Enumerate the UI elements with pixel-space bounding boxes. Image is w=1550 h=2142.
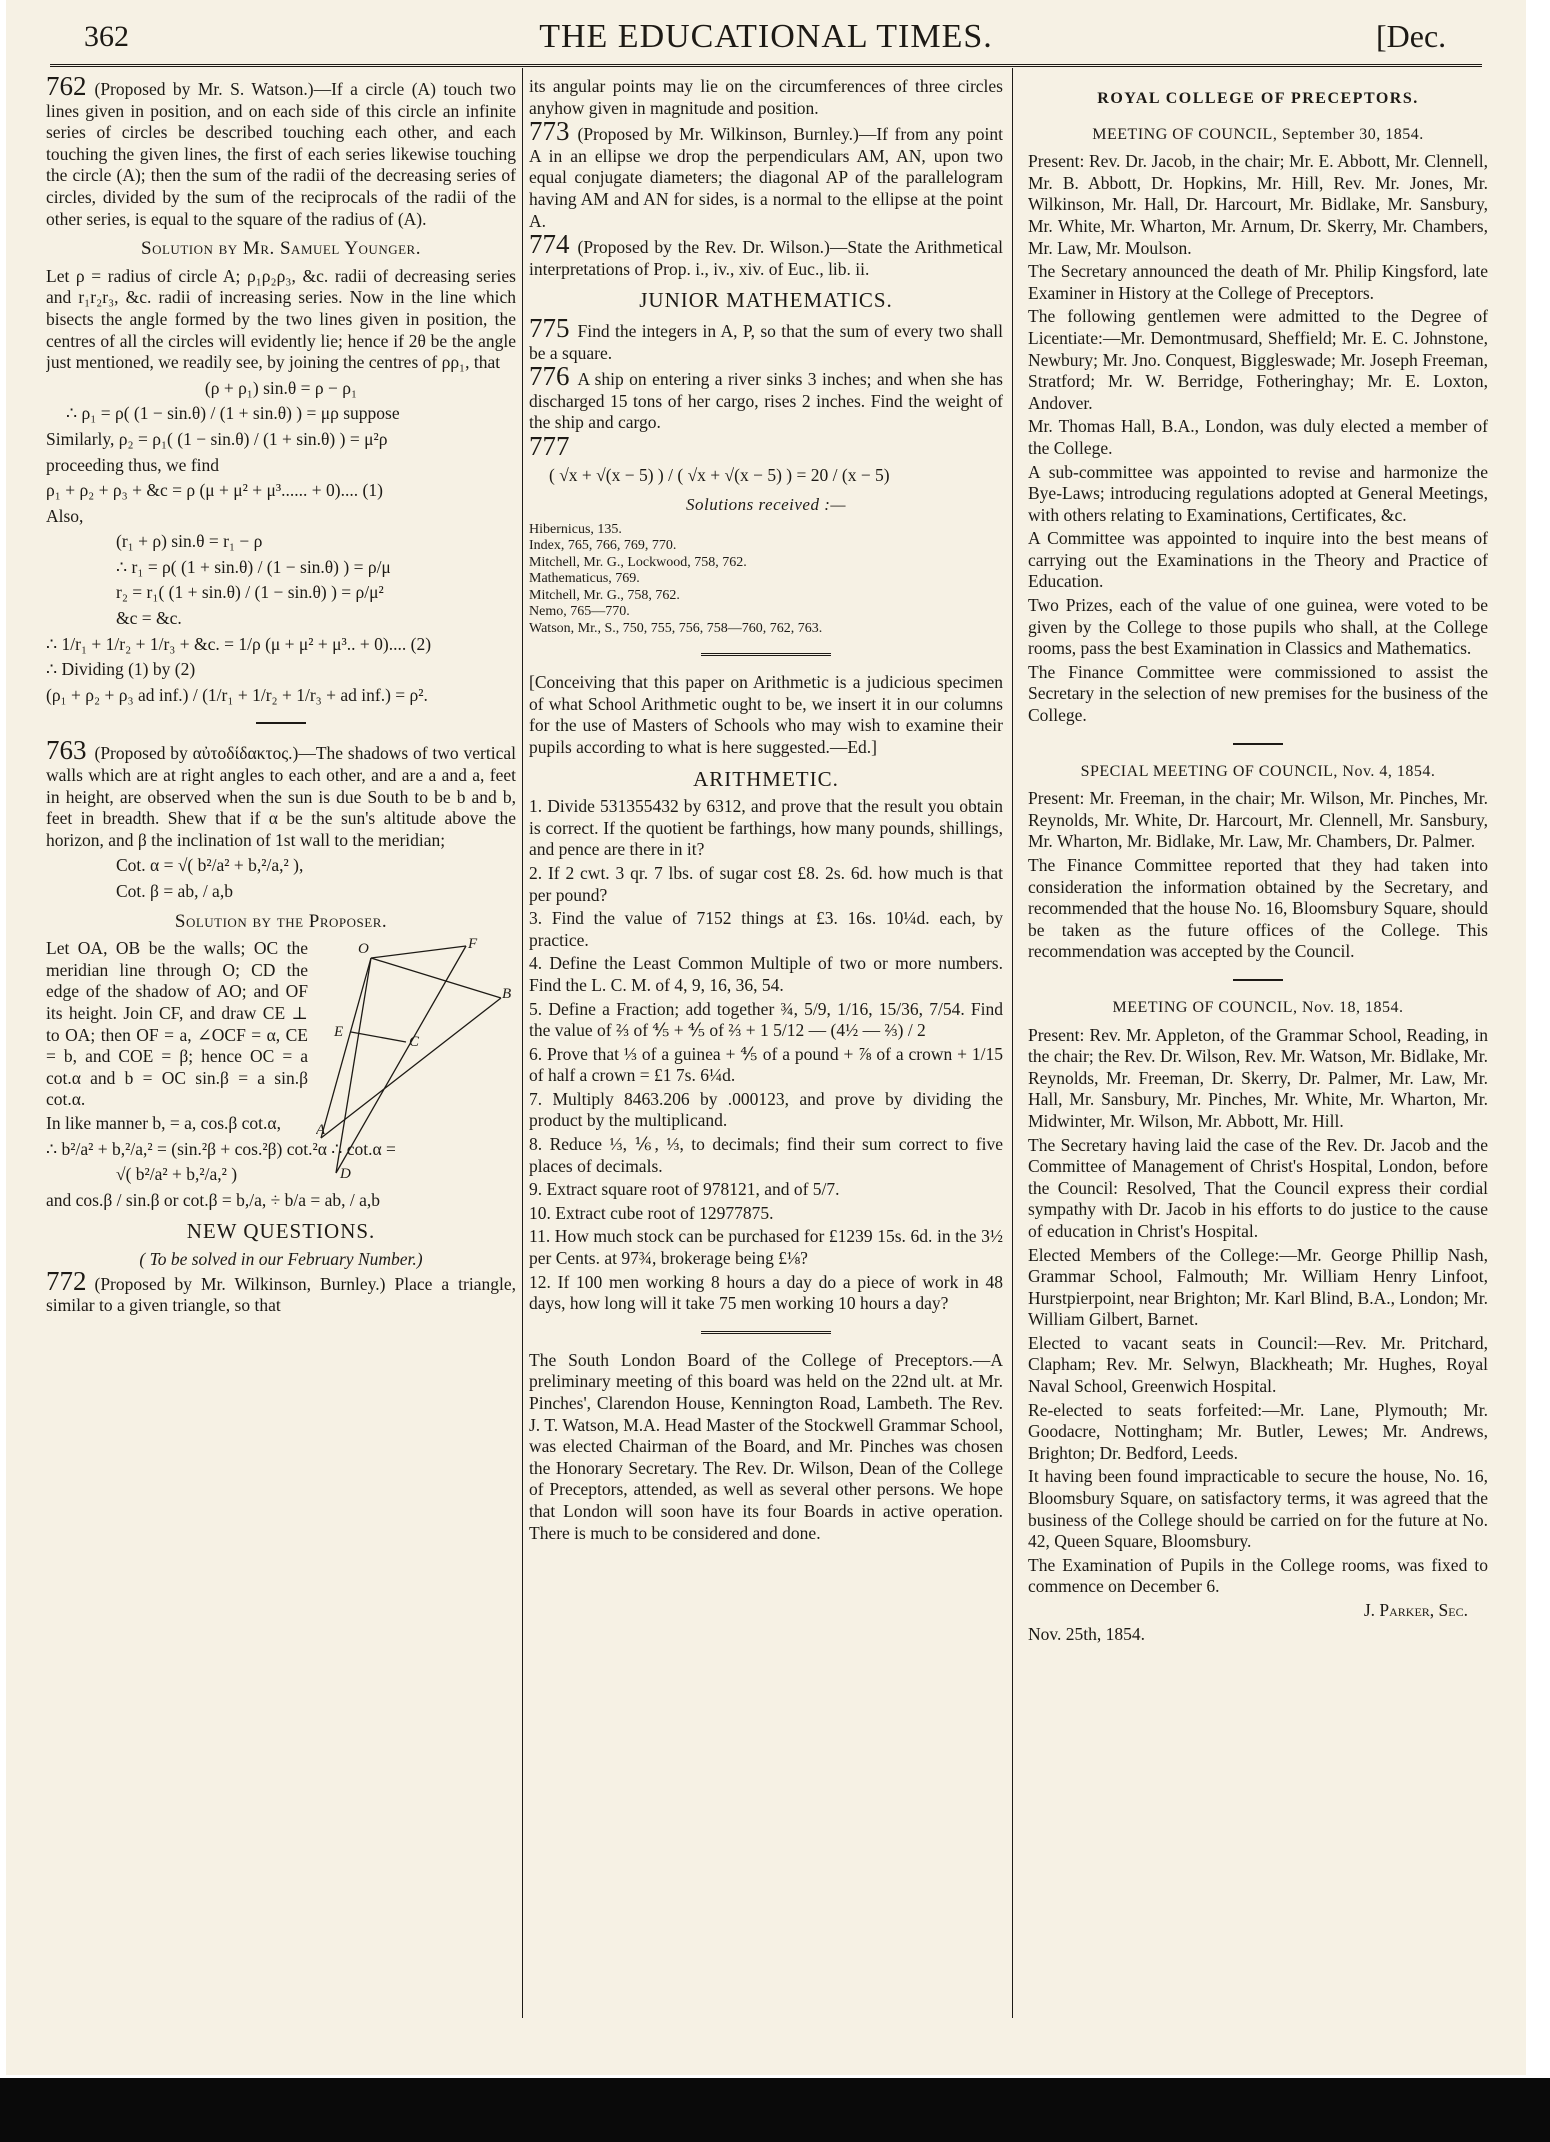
fig-label: O: [358, 941, 369, 958]
meeting-paragraph: Present: Rev. Dr. Jacob, in the chair; Mr. E. Abbott, Mr. Clennell, Mr. B. Abbott, Dr. Hopkins, Mr. Hill, Rev. Mr. Jones, Mr. Wilkinson, Mr. Hall, Dr. Harcourt, Mr. Bidlake, Mr. Sansbury, Mr. White, Mr. Wharton, Mr. Arnum, Dr. Skerry, Mr. Chambers, Mr. Law, Mr. Moulson.: [1028, 151, 1488, 258]
fig-label: B: [502, 986, 512, 1003]
section-separator: [701, 653, 831, 656]
arithmetic-question: 8. Reduce ⅓, ⅙, ⅓, to decimals; find their sum correct to five places of decimals.: [529, 1134, 1003, 1176]
arithmetic-question: 6. Prove that ⅓ of a guinea + ⅘ of a pound + ⅞ of a crown + 1/15 of half a crown = £1 7s. 6¼d.: [529, 1043, 1003, 1086]
arithmetic-question: 1. Divide 531355432 by 6312, and prove that the result you obtain is correct. If the quotient be farthings, how many pounds, shillings, and pence are there in it?: [529, 796, 1003, 860]
column-2: [529, 76, 1003, 2066]
question-774: 774 (Proposed by the Rev. Dr. Wilson.)—State the Arithmetical interpretations of Prop. i., iv., xiv. of Euc., lib. ii.: [529, 229, 1003, 279]
meeting-paragraph: Present: Mr. Freeman, in the chair; Mr. Wilson, Mr. Pinches, Mr. Reynolds, Mr. White, Dr. Harcourt, Mr. Clennell, Mr. Sansbury, Mr. Wharton, Mr. Bidlake, Mr. Law, Mr. Chambers, Dr. Palmer.: [1028, 788, 1488, 852]
signature: J. Parker, Sec.: [1363, 1600, 1468, 1620]
equation: (ρ₁ + ρ₂ + ρ₃ ad inf.) / (1/r₁ + 1/r₂ + 1/r₃ + ad inf.) = ρ².: [46, 684, 428, 705]
page-header: [6, 0, 1526, 70]
text-line: Also,: [46, 505, 84, 526]
equation: (ρ + ρ₁) sin.θ = ρ − ρ₁: [204, 377, 358, 398]
fig-label: F: [468, 938, 478, 953]
meeting-paragraph: A sub-committee was appointed to revise and harmonize the Bye-Laws; introducing regulations adopted at General Meetings, with others relating to Examinations, Certificates, &c.: [1028, 461, 1488, 525]
column-3: [1028, 76, 1488, 2066]
meeting-paragraph: A Committee was appointed to inquire into the best means of carrying out the Examinations in the Theory and Practice of Education.: [1028, 528, 1488, 592]
south-london-board-note: The South London Board of the College of Preceptors.—A preliminary meeting of this board was held on the 22nd ult. at Mr. Pinches', Clarendon House, Kennington Road, Lambeth. The Rev. J. T. Watson, M.A. Head Master of the Stockwell Grammar School, was elected Chairman of the Board, and Mr. Pinches was chosen the Honorary Secretary. The Rev. Dr. Wilson, Dean of the College of Preceptors, attended, as well as several other persons. We hope that London will soon have its four Boards in active operation. There is much to be considered and done.: [529, 1349, 1003, 1543]
solution-paragraph: Let OA, OB be the walls; OC the meridian line through O; CD the edge of the shadow of AO; and OF its height. Join CF, and draw CE ⊥ to OA; then OF = a, ∠OCF = α, CE = b, and COE = β; hence OC = a cot.α and b = OC sin.β = a sin.β cot.α.: [46, 938, 308, 1110]
solution-entry: Watson, Mr., S., 750, 755, 756, 758—760, 762, 763.: [529, 620, 823, 636]
solution-heading: Solution by Mr. Samuel Younger.: [141, 238, 421, 260]
meeting-paragraph: It having been found impracticable to secure the house, No. 16, Bloomsbury Square, on satisfactory terms, it was agreed that the business of the College should be carried on for the future at No. 42, Queen Square, Bloomsbury.: [1028, 1466, 1488, 1552]
equation: ρ₁ + ρ₂ + ρ₃ + &c = ρ (μ + μ² + μ³...... + 0).... (1): [46, 480, 383, 501]
dateline: Nov. 25th, 1854.: [1028, 1623, 1145, 1644]
solution-entry: Mathematicus, 769.: [529, 571, 640, 587]
equation: ∴ r₁ = ρ( (1 + sin.θ) / (1 − sin.θ) ) = ρ/μ: [116, 556, 391, 577]
arithmetic-question: 9. Extract square root of 978121, and of 5/7.: [529, 1179, 840, 1200]
section-heading: ROYAL COLLEGE OF PRECEPTORS.: [1097, 90, 1419, 107]
meeting-paragraph: The Secretary announced the death of Mr. Philip Kingsford, late Examiner in History at the College of Preceptors.: [1028, 261, 1488, 303]
solutions-list: [529, 522, 1003, 638]
fig-label: A: [316, 1122, 326, 1139]
solution-entry: Index, 765, 766, 769, 770.: [529, 538, 677, 554]
equation: (r₁ + ρ) sin.θ = r₁ − ρ: [116, 531, 263, 552]
arithmetic-question: 2. If 2 cwt. 3 qr. 7 lbs. of sugar cost £8. 2s. 6d. how much is that per pound?: [529, 862, 1003, 905]
newspaper-page: [6, 0, 1526, 2075]
meeting-paragraph: Elected to vacant seats in Council:—Rev. Mr. Pritchard, Clapham; Rev. Mr. Selwyn, Blackheath; Mr. Hughes, Royal Naval School, Greenwich Hospital.: [1028, 1332, 1488, 1397]
meeting-heading: MEETING OF COUNCIL, September 30, 1854.: [1092, 125, 1424, 143]
solution-paragraph: In like manner b, = a, cos.β cot.α,: [46, 1112, 281, 1133]
arithmetic-question: 11. How much stock can be purchased for £1239 15s. 6d. in the 3½ per Cents. at 97¾, brokerage being £⅛?: [529, 1226, 1003, 1269]
arithmetic-question: 3. Find the value of 7152 things at £3. 16s. 10¼d. each, by practice.: [529, 908, 1003, 950]
meeting-paragraph: The Finance Committee reported that they had taken into consideration the information obtained by the Secretary, and recommended that the house No. 16, Bloomsbury Square, should be taken as the future offices of the College. This recommendation was accepted by the Council.: [1028, 855, 1488, 962]
meeting-paragraph: The Examination of Pupils in the College rooms, was fixed to commence on December 6.: [1028, 1554, 1488, 1597]
page-number: 362: [84, 20, 129, 53]
solution-entry: Mitchell, Mr. G., 758, 762.: [529, 587, 680, 603]
section-separator: [701, 1331, 831, 1334]
question-762: 762 (Proposed by Mr. S. Watson.)—If a circle (A) touch two lines given in position, and on each side of this circle an infinite series of circles be described touching each other, and each touching the given lines, the first of each series likewise touching the circle (A); then the sum of the radii of the decreasing series of circles, divided by the sum of the reciprocals of the radii of the other series, is equal to the square of the radius of (A).: [46, 76, 516, 229]
meeting-paragraph: Mr. Thomas Hall, B.A., London, was duly elected a member of the College.: [1028, 416, 1488, 458]
solution-paragraph: Let ρ = radius of circle A; ρ₁ρ₂ρ₃, &c. radii of decreasing series and r₁r₂r₃, &c. radii of increasing series. Now in the line which bisects the angle formed by the two lines given in position, the centres of all the circles will evidently lie; hence if 2θ be the angle just mentioned, we readily see, by joining the centres of ρρ₁, that: [46, 265, 516, 373]
question-777: 777: [529, 430, 570, 461]
scan-border: [0, 2078, 1550, 2142]
solution-entry: Mitchell, Mr. G., Lockwood, 758, 762.: [529, 554, 747, 570]
arithmetic-question: 7. Multiply 8463.206 by .000123, and prove by dividing the product by the multiplicand.: [529, 1088, 1003, 1131]
equation: ( √x + √(x − 5) ) / ( √x + √(x − 5) ) = 20 / (x − 5): [549, 464, 890, 485]
meeting-paragraph: Elected Members of the College:—Mr. George Phillip Nash, Grammar School, Falmouth; Mr. William Henry Linfoot, Hurstpierpoint, near Brighton; Mr. Karl Blind, B.A., London; Mr. William Gilbert, Barnet.: [1028, 1244, 1488, 1330]
text-line: proceeding thus, we find: [46, 454, 220, 475]
meeting-paragraph: Present: Rev. Mr. Appleton, of the Grammar School, Reading, in the chair; the Rev. Dr. Wilson, Rev. Mr. Watson, Mr. Bidlake, Mr. Reynolds, Mr. Freeman, Dr. Skerry, Dr. Palmer, Mr. Law, Mr. Hall, Mr. Sansbury, Mr. Pinches, Mr. White, Mr. Wharton, Mr. Midwinter, Mr. Wilson, Mr. Abbott, Mr. Hill.: [1028, 1024, 1488, 1131]
fig-label: C: [409, 1034, 420, 1051]
solution-entry: Nemo, 765—770.: [529, 604, 630, 620]
equation: ∴ b²/a² + b,²/a,² = (sin.²β + cos.²β) cot.²α ∴ cot.α =: [46, 1138, 396, 1159]
meeting-paragraph: The Secretary having laid the case of the Rev. Dr. Jacob and the Committee of Management of Christ's Hospital, London, before the Council: Resolved, That the Council express their cordial sympathy with Dr. Jacob in his efforts to do justice to the cause of education in Christ's Hospital.: [1028, 1134, 1488, 1241]
section-separator: [1233, 979, 1283, 981]
arithmetic-question: 4. Define the Least Common Multiple of two or more numbers. Find the L. C. M. of 4, 9, 16, 36, 54.: [529, 953, 1003, 995]
solution-heading: Solution by the Proposer.: [174, 910, 388, 932]
masthead-title: THE EDUCATIONAL TIMES.: [539, 18, 993, 55]
equation: &c = &c.: [116, 608, 182, 629]
question-763: 763 (Proposed by αὐτοδίδακτος.)—The shadows of two vertical walls which are at right angles to each other, and are a and a, feet in height, are observed when the sun is due South to be b and b, feet in breadth. Shew that if α be the sun's altitude above the horizon, and β the inclination of 1st wall to the meridian;: [46, 735, 516, 850]
arithmetic-question: 12. If 100 men working 8 hours a day do a piece of work in 48 days, how long will it take 75 men working 10 hours a day?: [529, 1271, 1003, 1314]
section-heading: JUNIOR MATHEMATICS.: [639, 288, 893, 313]
meeting-heading: SPECIAL MEETING OF COUNCIL, Nov. 4, 1854.: [1080, 762, 1436, 780]
equation: ∴ ρ₁ = ρ( (1 − sin.θ) / (1 + sin.θ) ) = μρ suppose: [66, 403, 400, 424]
equation: and cos.β / sin.β or cot.β = b,/a, ÷ b/a = ab, / a,b: [46, 1189, 381, 1210]
section-heading: NEW QUESTIONS.: [186, 1219, 376, 1244]
equation: Cot. α = √( b²/a² + b,²/a,² ),: [116, 855, 304, 876]
section-heading: ARITHMETIC.: [693, 766, 839, 791]
section-separator: [256, 722, 306, 724]
fig-label: D: [340, 1166, 351, 1183]
issue-month: [Dec.: [1376, 18, 1447, 54]
meeting-paragraph: The following gentlemen were admitted to the Degree of Licentiate:—Mr. Demontmusard, Sheffield; Mr. E. C. Johnstone, Newbury; Mr. Jno. Conquest, Biggleswade; Mr. Joseph Freeman, Stratford; Mr. W. Berridge, Fotheringhay; Mr. E. Loxton, Andover.: [1028, 306, 1488, 413]
column-divider: [1012, 68, 1013, 2018]
editor-note: [Conceiving that this paper on Arithmetic is a judicious specimen of what School Arithmetic ought to be, we insert it in our columns for the use of Masters of Schools who may wish to examine their pupils according to what is here suggested.—Ed.]: [529, 672, 1003, 757]
column-1: [46, 76, 516, 2066]
solutions-heading: Solutions received :—: [686, 495, 846, 515]
column-divider: [522, 68, 523, 2018]
question-772: 772 (Proposed by Mr. Wilkinson, Burnley.) Place a triangle, similar to a given triangle, so that: [46, 1265, 516, 1316]
equation: ∴ 1/r₁ + 1/r₂ + 1/r₃ + &c. = 1/ρ (μ + μ² + μ³.. + 0).... (2): [46, 633, 432, 654]
meeting-heading: MEETING OF COUNCIL, Nov. 18, 1854.: [1112, 998, 1404, 1016]
solution-entry: Hibernicus, 135.: [529, 521, 622, 537]
equation: ∴ Dividing (1) by (2): [46, 659, 196, 680]
equation: Similarly, ρ₂ = ρ₁( (1 − sin.θ) / (1 + sin.θ) ) = μ²ρ: [46, 428, 388, 449]
meeting-paragraph: Re-elected to seats forfeited:—Mr. Lane, Plymouth; Mr. Goodacre, Nottingham; Mr. Butler, Lewes; Mr. Andrews, Brighton; Dr. Bedford, Leeds.: [1028, 1399, 1488, 1463]
header-rule: [50, 64, 1482, 70]
question-776: 776 A ship on entering a river sinks 3 inches; and when she has discharged 15 tons of her cargo, rises 2 inches. Find the weight of the ship and cargo.: [529, 361, 1003, 433]
equation: √( b²/a² + b,²/a,² ): [116, 1164, 238, 1185]
section-separator: [1233, 743, 1283, 745]
section-subheading: ( To be solved in our February Number.): [139, 1248, 423, 1269]
question-772-continued: its angular points may lie on the circumferences of three circles anyhow given in magnitude and position.: [529, 76, 1003, 118]
meeting-paragraph: Two Prizes, each of the value of one guinea, were voted to be given by the College to those pupils who shall, at the College rooms, pass the best Examination in Classics and Mathematics.: [1028, 595, 1488, 659]
arithmetic-question: 5. Define a Fraction; add together ¾, 5/9, 1/16, 15/36, 7/54. Find the value of ⅔ of ⅘ + ⅘ of ⅔ + 1 5/12 — (4½ — ⅔) / 2: [529, 998, 1003, 1041]
equation: Cot. β = ab, / a,b: [116, 881, 233, 901]
fig-label: E: [334, 1024, 344, 1041]
meeting-paragraph: The Finance Committee were commissioned to assist the Secretary in the selection of new premises for the business of the College.: [1028, 661, 1488, 726]
arithmetic-question: 10. Extract cube root of 12977875.: [529, 1202, 774, 1223]
question-773: 773 (Proposed by Mr. Wilkinson, Burnley.)—If from any point A in an ellipse we drop the perpendiculars AM, AN, upon two equal conjugate diameters; the diagonal AP of the parallelogram having AM and AN for sides, is a normal to the ellipse at the point A.: [529, 116, 1003, 231]
question-775: 775 Find the integers in A, P, so that the sum of every two shall be a square.: [529, 312, 1003, 363]
equation: r₂ = r₁( (1 + sin.θ) / (1 − sin.θ) ) = ρ/μ²: [116, 582, 384, 603]
